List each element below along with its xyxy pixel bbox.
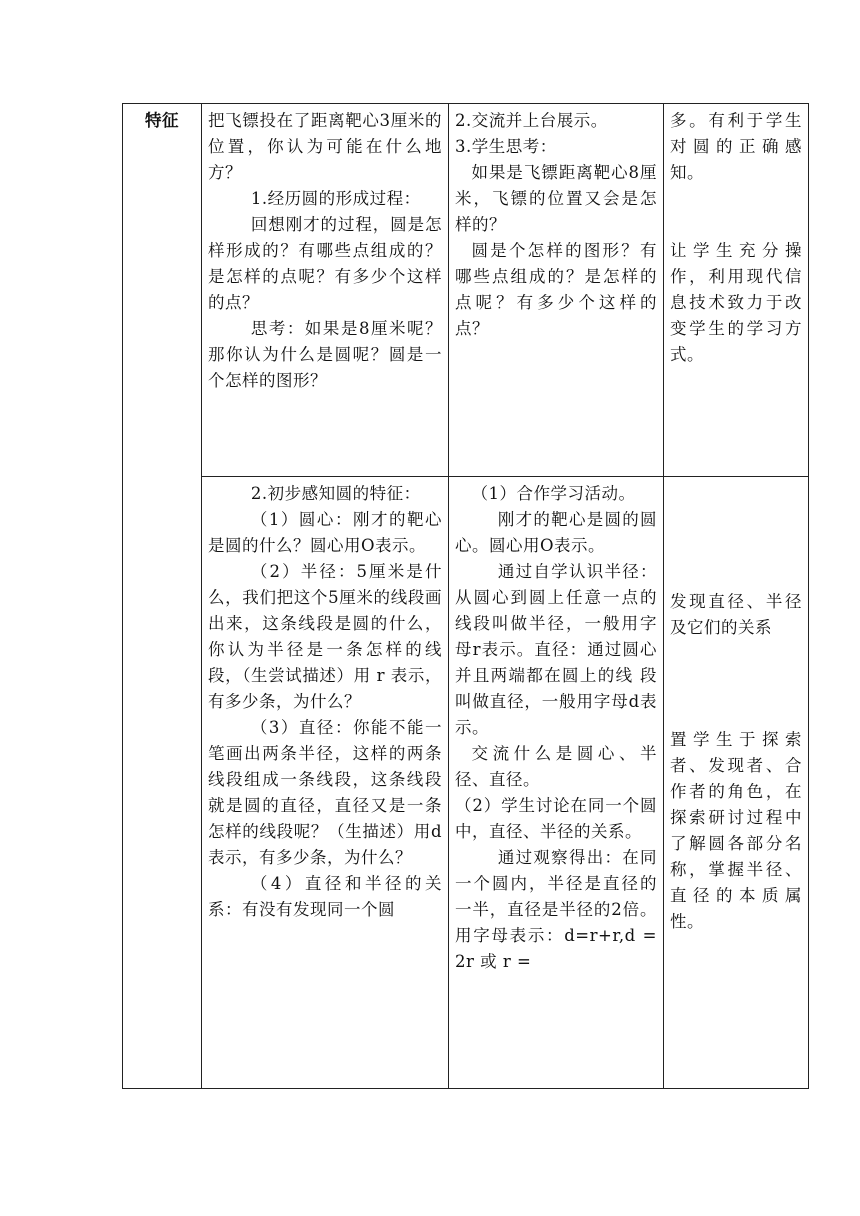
paragraph: 通过自学认识半径：从圆心到圆上任意一点的线段叫做半径，一般用字母r表示。直径：通过圆心并且两端都在圆上的线 段叫做直径，一般用字母d表示。 — [455, 562, 657, 737]
student-activity-cell — [449, 477, 664, 1089]
paragraph: （4）直径和半径的关系：有没有发现同一个圆 — [208, 874, 442, 919]
paragraph: 2.初步感知圆的特征： — [250, 484, 421, 503]
spacer — [670, 481, 802, 589]
paragraph: 交流什么是圆心、半径、直径。 — [455, 744, 657, 789]
paragraph: 发现直径、半径及它们的关系 — [670, 592, 802, 637]
lesson-plan-table — [122, 103, 809, 1089]
paragraph: 3.学生思考： — [455, 137, 557, 156]
teacher-activity-cell — [202, 477, 449, 1089]
paragraph: 2.交流并上台展示。 — [455, 111, 608, 130]
table-row — [123, 104, 809, 477]
section-label-cell — [123, 104, 202, 1089]
spacer — [670, 641, 802, 727]
paragraph: 1.经历圆的形成过程： — [250, 189, 421, 208]
paragraph: 如果是飞镖距离靶心8厘米，飞镖的位置又会是怎样的？ — [455, 163, 657, 234]
paragraph: 把飞镖投在了距离靶心3厘米的位置，你认为可能在什么地方？ — [208, 111, 442, 182]
paragraph: （1）合作学习活动。 — [471, 484, 636, 503]
paragraph: （3）直径：你能不能一笔画出两条半径，这样的两条线段组成一条线段，这条线段就是圆的直径，直径又是一条怎样的线段呢？（生描述）用d表示，有多少条，为什么？ — [208, 718, 442, 867]
spacer — [670, 186, 802, 238]
student-activity-cell — [449, 104, 664, 477]
paragraph: 让学生充分操作，利用现代信息技术致力于改变学生的学习方式。 — [670, 241, 802, 364]
paragraph: 圆是个怎样的图形？有哪些点组成的？是怎样的点呢？有多少个这样的点？ — [455, 241, 657, 338]
paragraph: 置学生于探索者、发现者、合作者的角色，在探索研讨过程中了解圆各部分名称，掌握半径、直径的本质属性。 — [670, 730, 802, 931]
paragraph: 刚才的靶心是圆的圆心。圆心用O表示。 — [455, 510, 657, 555]
paragraph: 思考：如果是8厘米呢？那你认为什么是圆呢？圆是一个怎样的图形？ — [208, 319, 442, 390]
paragraph: （2）学生讨论在同一个圆中，直径、半径的关系。 — [455, 796, 657, 841]
design-intent-cell — [664, 477, 809, 1089]
table-row — [123, 477, 809, 1089]
design-intent-cell — [664, 104, 809, 477]
paragraph: 通过观察得出：在同一个圆内，半径是直径的一半，直径是半径的2倍。用字母表示：d=r+r,d = 2r 或 r = — [455, 848, 657, 971]
teacher-activity-cell — [202, 104, 449, 477]
paragraph: 回想刚才的过程，圆是怎样形成的？有哪些点组成的？是怎样的点呢？有多少个这样的点？ — [208, 215, 442, 312]
paragraph: （1）圆心：刚才的靶心是圆的什么？圆心用O表示。 — [208, 510, 442, 555]
paragraph: （2）半径：5厘米是什么，我们把这个5厘米的线段画出来，这条线段是圆的什么，你认为半径是一条怎样的线段，（生尝试描述）用 r 表示，有多少条，为什么？ — [208, 562, 442, 711]
section-label: 特征 — [145, 111, 179, 130]
paragraph: 多。有利于学生对圆的正确感知。 — [670, 111, 802, 182]
